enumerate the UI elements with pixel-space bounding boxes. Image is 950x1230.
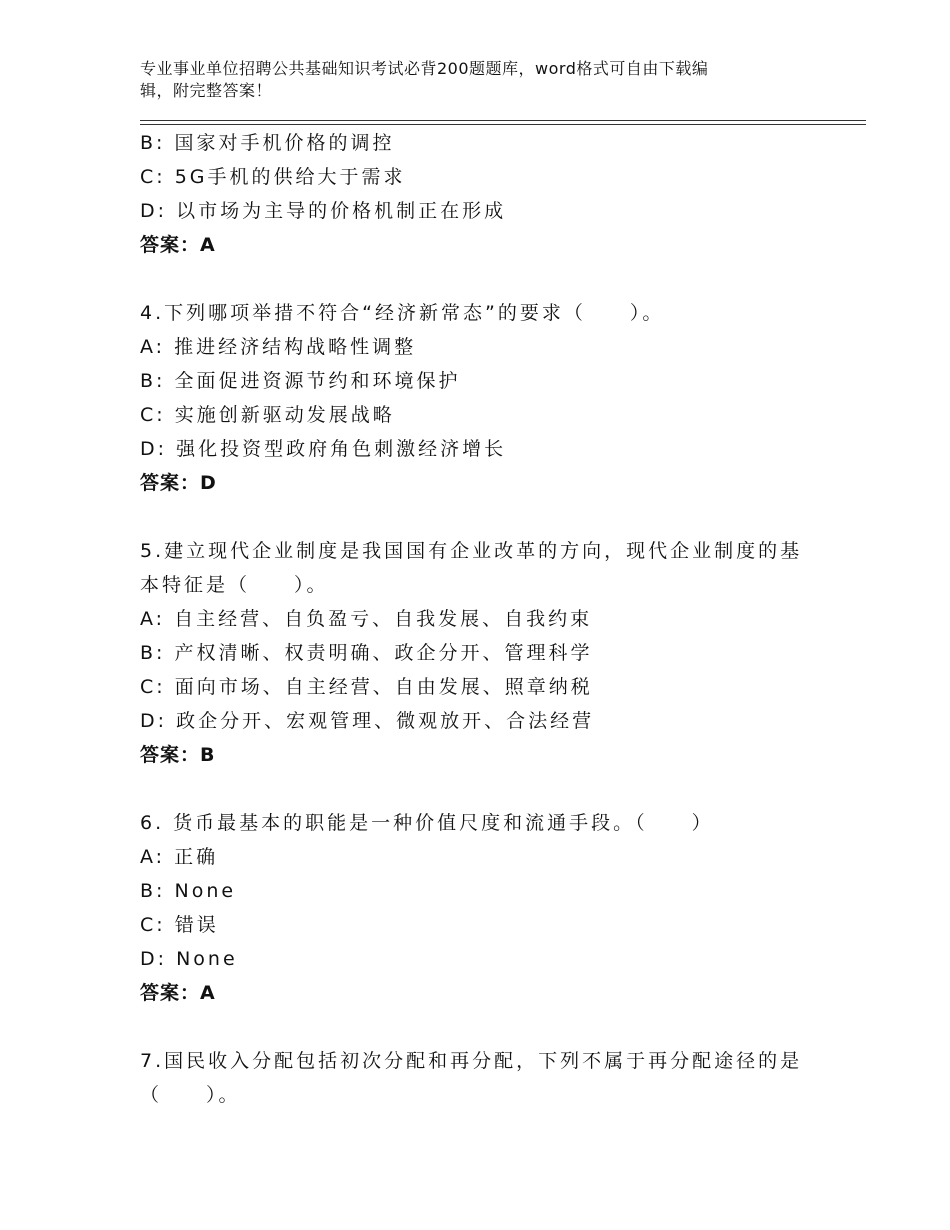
option-b: B: None [140,880,237,902]
answer: 答案：B [140,744,216,766]
question-text-line-2: 本特征是（ ）。 [140,574,329,596]
option-b: B: 全面促进资源节约和环境保护 [140,370,461,392]
header-title-line-1: 专业事业单位招聘公共基础知识考试必背200题题库，word格式可自由下载编 [140,59,709,78]
header-divider [140,120,866,125]
header-title-line-2: 辑，附完整答案！ [140,81,273,100]
option-c: C: 错误 [140,914,219,936]
option-c: C: 面向市场、自主经营、自由发展、照章纳税 [140,676,593,698]
question-text: 4.下列哪项举措不符合“经济新常态”的要求（ ）。 [140,302,665,324]
option-d: D: 以市场为主导的价格机制正在形成 [140,200,507,222]
option-a: A: 自主经营、自负盈亏、自我发展、自我约束 [140,608,593,630]
option-a: A: 正确 [140,846,219,868]
option-b: B: 产权清晰、权责明确、政企分开、管理科学 [140,642,593,664]
question-text-line-1: 5.建立现代企业制度是我国国有企业改革的方向，现代企业制度的基 [140,540,803,562]
question-text-line-1: 7.国民收入分配包括初次分配和再分配，下列不属于再分配途径的是 [140,1050,803,1072]
option-d: D: None [140,948,238,970]
option-a: A: 推进经济结构战略性调整 [140,336,417,358]
question-6 [140,806,866,1010]
option-c: C: 实施创新驱动发展战略 [140,404,395,426]
answer: 答案：D [140,472,217,494]
option-d: D: 政企分开、宏观管理、微观放开、合法经营 [140,710,595,732]
question-text-line-2: （ ）。 [140,1084,241,1106]
question-7 [140,1044,866,1112]
spacer [140,262,866,296]
question-5 [140,534,866,772]
question-text: 6. 货币最基本的职能是一种价值尺度和流通手段。（ ） [140,812,714,834]
spacer [140,500,866,534]
answer: 答案：A [140,234,216,256]
document-header [140,58,790,102]
answer: 答案：A [140,982,216,1004]
option-b: B: 国家对手机价格的调控 [140,132,395,154]
question-content [140,126,866,1112]
option-c: C: 5G手机的供给大于需求 [140,166,406,188]
question-3-continued [140,126,866,262]
option-d: D: 强化投资型政府角色刺激经济增长 [140,438,507,460]
question-4 [140,296,866,500]
spacer [140,772,866,806]
spacer [140,1010,866,1044]
